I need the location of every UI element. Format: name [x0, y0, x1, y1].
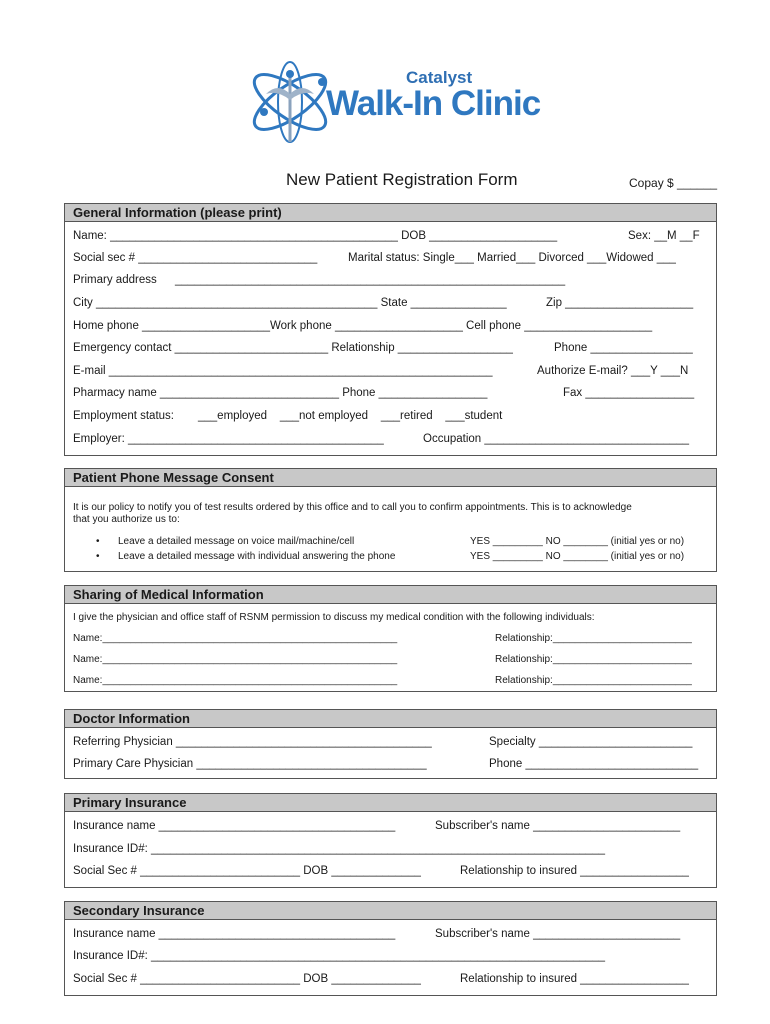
- employer-field[interactable]: Employer: ________________________________________: [73, 433, 384, 445]
- section-header: General Information (please print): [65, 204, 716, 222]
- primary-address-field[interactable]: _____________________________________________________________: [175, 274, 566, 286]
- consent-paragraph-2: that you authorize us to:: [73, 514, 180, 525]
- social-sec-dob-field[interactable]: Social Sec # _________________________ DOB ______________: [73, 865, 421, 877]
- emergency-contact-field[interactable]: Emergency contact ________________________ Relationship __________________: [73, 342, 513, 354]
- authorize-email-field[interactable]: Authorize E-mail? ___Y ___N: [537, 365, 689, 377]
- voicemail-option-field[interactable]: YES _________ NO ________ (initial yes or no): [470, 536, 685, 547]
- zip-field[interactable]: Zip ____________________: [546, 297, 694, 309]
- sharing-relationship-field[interactable]: Relationship:_________________________: [495, 675, 692, 686]
- section-header: Doctor Information: [65, 710, 716, 728]
- sex-field[interactable]: Sex: __M __F: [628, 230, 700, 242]
- copay-field[interactable]: Copay $ ______: [629, 176, 718, 190]
- social-sec-field[interactable]: Social sec # ____________________________: [73, 252, 318, 264]
- insurance-id-field[interactable]: Insurance ID#: _______________________________________________________________________: [73, 843, 606, 855]
- phones-field[interactable]: Home phone ____________________Work phone ____________________ Cell phone ____________________: [73, 320, 653, 332]
- sharing-name-field[interactable]: Name:_____________________________________________________: [73, 675, 398, 686]
- insurance-id-field[interactable]: Insurance ID#: _______________________________________________________________________: [73, 950, 606, 962]
- marital-status-field[interactable]: Marital status: Single___ Married___ Divorced ___Widowed ___: [348, 252, 676, 264]
- phone-consent-section: [64, 468, 717, 572]
- insurance-name-field[interactable]: Insurance name _____________________________________: [73, 928, 396, 940]
- emergency-phone-field[interactable]: Phone ________________: [554, 342, 693, 354]
- sharing-name-field[interactable]: Name:_____________________________________________________: [73, 633, 398, 644]
- individual-option-label: Leave a detailed message with individual answering the phone: [118, 551, 396, 562]
- relationship-to-insured-field[interactable]: Relationship to insured _________________: [460, 973, 689, 985]
- relationship-to-insured-field[interactable]: Relationship to insured _________________: [460, 865, 689, 877]
- voicemail-option-label: Leave a detailed message on voice mail/machine/cell: [118, 536, 355, 547]
- employment-status-label: Employment status:: [73, 410, 174, 422]
- individual-option-field[interactable]: YES _________ NO ________ (initial yes or no): [470, 551, 685, 562]
- sharing-relationship-field[interactable]: Relationship:_________________________: [495, 633, 692, 644]
- logo-text-big: Walk-In Clinic: [326, 84, 541, 123]
- section-header: Secondary Insurance: [65, 902, 716, 920]
- primary-insurance-section: [64, 793, 717, 888]
- logo-text-small: Catalyst: [406, 68, 473, 87]
- primary-address-label: Primary address: [73, 274, 157, 286]
- primary-care-physician-field[interactable]: Primary Care Physician ____________________________________: [73, 758, 427, 770]
- subscriber-name-field[interactable]: Subscriber's name _______________________: [435, 820, 681, 832]
- name-dob-field[interactable]: Name: _____________________________________________ DOB ____________________: [73, 230, 558, 242]
- occupation-field[interactable]: Occupation ________________________________: [423, 433, 690, 445]
- social-sec-dob-field[interactable]: Social Sec # _________________________ DOB ______________: [73, 973, 421, 985]
- city-state-field[interactable]: City ____________________________________________ State _______________: [73, 297, 507, 309]
- doctor-phone-field[interactable]: Phone ___________________________: [489, 758, 699, 770]
- sharing-name-field[interactable]: Name:_____________________________________________________: [73, 654, 398, 665]
- doctor-information-section: [64, 709, 717, 779]
- bullet-icon: •: [96, 536, 100, 547]
- general-information-section: [64, 203, 717, 456]
- form-title: New Patient Registration Form: [286, 170, 518, 189]
- specialty-field[interactable]: Specialty ________________________: [489, 736, 693, 748]
- insurance-name-field[interactable]: Insurance name _____________________________________: [73, 820, 396, 832]
- subscriber-name-field[interactable]: Subscriber's name _______________________: [435, 928, 681, 940]
- sharing-section: [64, 585, 717, 692]
- sharing-relationship-field[interactable]: Relationship:_________________________: [495, 654, 692, 665]
- pharmacy-field[interactable]: Pharmacy name ____________________________ Phone _________________: [73, 387, 488, 399]
- bullet-icon: •: [96, 551, 100, 562]
- sharing-intro: I give the physician and office staff of RSNM permission to discuss my medical condition with the following individuals:: [73, 612, 595, 623]
- consent-paragraph-1: It is our policy to notify you of test results ordered by this office and to call you to confirm appointments. This is to acknowledge: [73, 502, 632, 513]
- section-header: Sharing of Medical Information: [65, 586, 716, 604]
- fax-field[interactable]: Fax _________________: [563, 387, 695, 399]
- email-field[interactable]: E-mail ____________________________________________________________: [73, 365, 493, 377]
- referring-physician-field[interactable]: Referring Physician ________________________________________: [73, 736, 432, 748]
- employment-status-options[interactable]: ___employed ___not employed ___retired ___student: [198, 410, 503, 422]
- section-header: Primary Insurance: [65, 794, 716, 812]
- secondary-insurance-section: [64, 901, 717, 996]
- section-header: Patient Phone Message Consent: [65, 469, 716, 487]
